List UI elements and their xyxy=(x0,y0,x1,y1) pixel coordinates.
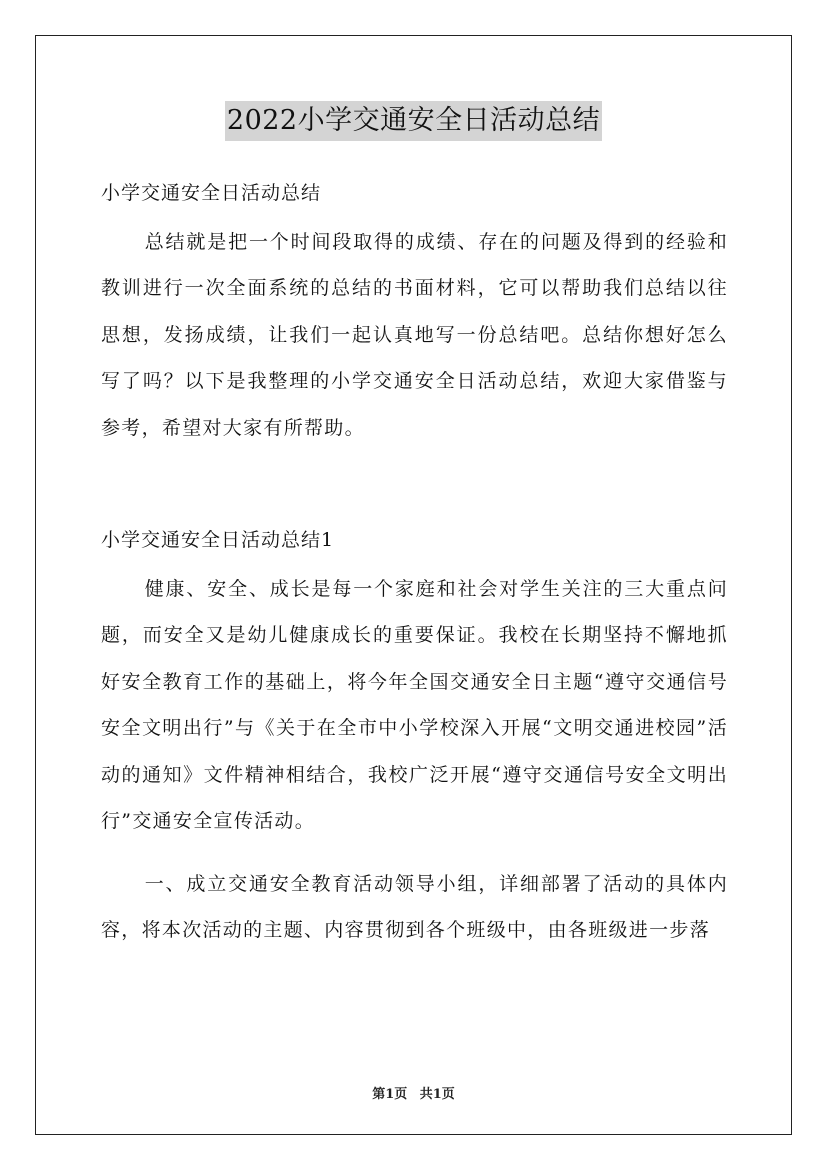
section-1-paragraph-2[interactable]: 一、成立交通安全教育活动领导小组，详细部署了活动的具体内容，将本次活动的主题、内容贯彻到各个班级中，由各班级进一步落 xyxy=(101,872,728,941)
intro-heading[interactable]: 小学交通安全日活动总结 xyxy=(101,182,322,204)
document-title[interactable]: 2022小学交通安全日活动总结 xyxy=(225,101,602,141)
section-1-paragraph-1[interactable]: 健康、安全、成长是每一个家庭和社会对学生关注的三大重点问题，而安全又是幼儿健康成长的重要保证。我校在长期坚持不懈地抓好安全教育工作的基础上，将今年全国交通安全日主题“遵守交通信号安全文明出行”与《关于在全市中小学校深入开展“文明交通进校园”活动的通知》文件精神相结合，我校广泛开展“遵守交通信号安全文明出行”交通安全宣传活动。 xyxy=(101,577,728,832)
intro-paragraph[interactable]: 总结就是把一个时间段取得的成绩、存在的问题及得到的经验和教训进行一次全面系统的总结的书面材料，它可以帮助我们总结以往思想，发扬成绩，让我们一起认真地写一份总结吧。总结你想好怎么写了吗？以下是我整理的小学交通安全日活动总结，欢迎大家借鉴与参考，希望对大家有所帮助。 xyxy=(101,230,728,439)
page-number: 第1页 xyxy=(372,1087,408,1102)
page-total: 共1页 xyxy=(419,1087,455,1102)
section-1-heading[interactable]: 小学交通安全日活动总结1 xyxy=(101,529,335,551)
page-footer xyxy=(0,1083,827,1102)
document-body xyxy=(101,170,728,954)
title-container xyxy=(0,101,827,141)
